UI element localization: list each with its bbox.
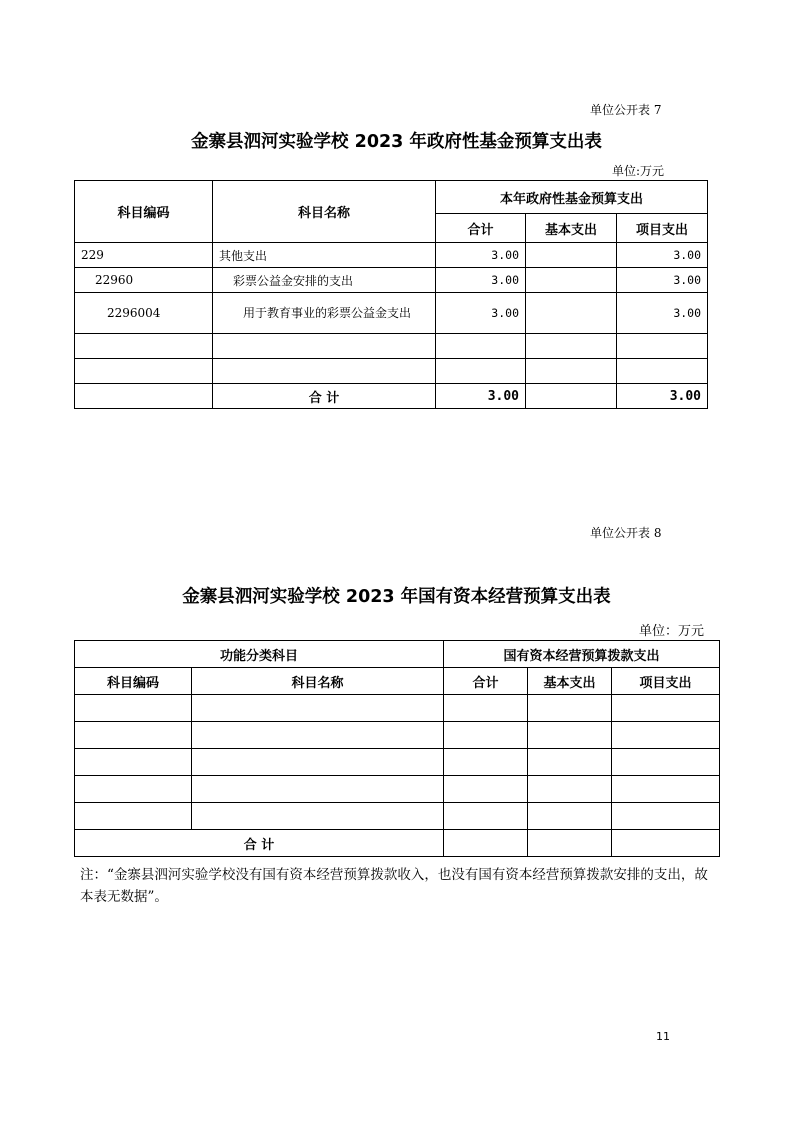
table7-empty-cell [617, 359, 708, 384]
table7-sum-row [75, 384, 708, 409]
table7-row3-total: 3.00 [436, 293, 526, 334]
table8-empty-cell [444, 749, 528, 776]
table8-sum-basic [528, 830, 612, 857]
table8-empty-cell [528, 803, 612, 830]
table7-header-project: 项目支出 [617, 214, 708, 243]
table8-empty-cell [192, 803, 444, 830]
table7-empty-cell [526, 334, 617, 359]
table7-header-group: 本年政府性基金预算支出 [436, 181, 708, 214]
table8-empty-cell [192, 776, 444, 803]
table8-empty-cell [612, 722, 720, 749]
table-row [75, 695, 720, 722]
table8-empty-cell [528, 776, 612, 803]
table7-row2-total: 3.00 [436, 268, 526, 293]
table7-row1-code: 229 [75, 243, 213, 268]
table8-empty-cell [75, 722, 192, 749]
table8-empty-cell [444, 776, 528, 803]
table7-empty-cell [213, 359, 436, 384]
table8-empty-cell [528, 722, 612, 749]
table8-sum-label: 合 计 [75, 830, 444, 857]
table8-title: 金寨县泗河实验学校 2023 年国有资本经营预算支出表 [182, 587, 611, 607]
table8 [74, 640, 720, 857]
table8-empty-cell [192, 722, 444, 749]
table8-empty-cell [192, 695, 444, 722]
table8-sum-row [75, 830, 720, 857]
table7-row2-code: 22960 [75, 268, 213, 293]
table-row [75, 803, 720, 830]
table7-sum-blank [75, 384, 213, 409]
table7-header-name: 科目名称 [213, 181, 436, 243]
table8-label: 单位公开表 8 [590, 526, 662, 540]
table8-empty-cell [612, 803, 720, 830]
table8-header-basic: 基本支出 [528, 668, 612, 695]
table-row [75, 334, 708, 359]
table7-row1-total: 3.00 [436, 243, 526, 268]
table8-sum-project [612, 830, 720, 857]
table7-empty-cell [436, 359, 526, 384]
table8-empty-cell [612, 695, 720, 722]
table7-row3-name: 用于教育事业的彩票公益金支出 [213, 293, 436, 334]
table7-row3-basic [526, 293, 617, 334]
table7-header-basic: 基本支出 [526, 214, 617, 243]
table8-empty-cell [528, 695, 612, 722]
table8-empty-cell [444, 722, 528, 749]
table-row [75, 722, 720, 749]
table8-empty-cell [612, 776, 720, 803]
table7-title: 金寨县泗河实验学校 2023 年政府性基金预算支出表 [191, 132, 602, 152]
table7-row1-basic [526, 243, 617, 268]
table8-header-project: 项目支出 [612, 668, 720, 695]
table7-sum-basic [526, 384, 617, 409]
table7-unit: 单位:万元 [612, 164, 665, 178]
table7-sum-label: 合 计 [213, 384, 436, 409]
table7-empty-cell [75, 359, 213, 384]
table7-row2-name: 彩票公益金安排的支出 [213, 268, 436, 293]
table7-empty-cell [617, 334, 708, 359]
table8-empty-cell [192, 749, 444, 776]
table8-header-total: 合计 [444, 668, 528, 695]
table8-empty-cell [612, 749, 720, 776]
table8-empty-cell [75, 776, 192, 803]
table8-note: 注：“金寨县泗河实验学校没有国有资本经营预算拨款收入，也没有国有资本经营预算拨款安排的支出，故本表无数据”。 [80, 867, 708, 905]
table7-header-total: 合计 [436, 214, 526, 243]
table7-empty-cell [213, 334, 436, 359]
table7-empty-cell [75, 334, 213, 359]
table8-empty-cell [75, 749, 192, 776]
table7-row3-project: 3.00 [617, 293, 708, 334]
table-row [75, 359, 708, 384]
table8-empty-cell [75, 803, 192, 830]
table8-empty-cell [444, 803, 528, 830]
table7-label: 单位公开表 7 [590, 103, 662, 117]
table-row [75, 776, 720, 803]
table8-header-group: 国有资本经营预算拨款支出 [444, 641, 720, 668]
table8-sum-total [444, 830, 528, 857]
table-row [75, 243, 708, 268]
table7-row3-code: 2296004 [75, 293, 213, 334]
table8-unit: 单位：万元 [639, 624, 705, 639]
page-number: 11 [656, 1030, 670, 1043]
table7-row2-project: 3.00 [617, 268, 708, 293]
table7-header-code: 科目编码 [75, 181, 213, 243]
table7-row1-project: 3.00 [617, 243, 708, 268]
table8-header-name: 科目名称 [192, 668, 444, 695]
table8-header-code: 科目编码 [75, 668, 192, 695]
table8-header-func: 功能分类科目 [75, 641, 444, 668]
table7-row2-basic [526, 268, 617, 293]
table8-empty-cell [75, 695, 192, 722]
table-row [75, 749, 720, 776]
table7 [74, 180, 708, 409]
table-row [75, 293, 708, 334]
table7-sum-project: 3.00 [617, 384, 708, 409]
table7-row1-name: 其他支出 [213, 243, 436, 268]
table7-empty-cell [526, 359, 617, 384]
table8-empty-cell [528, 749, 612, 776]
table8-empty-cell [444, 695, 528, 722]
table7-empty-cell [436, 334, 526, 359]
table-row [75, 268, 708, 293]
table7-sum-total: 3.00 [436, 384, 526, 409]
